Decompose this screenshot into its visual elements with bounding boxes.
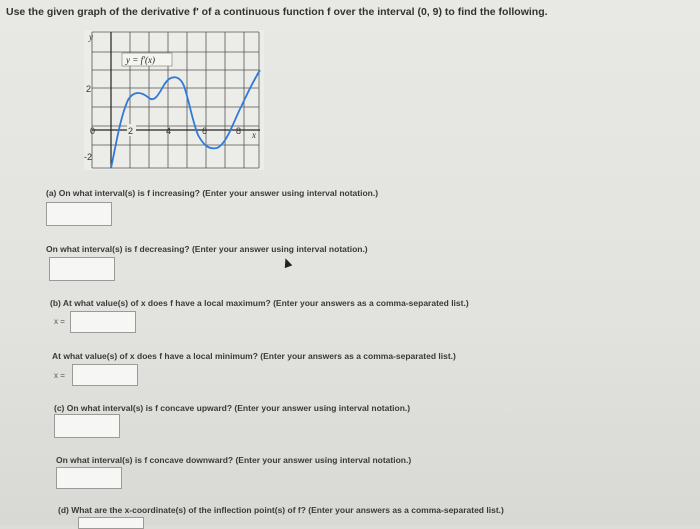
y-tick-0: 0 [90, 126, 96, 136]
x-tick-4: 4 [166, 126, 172, 136]
curve-label: y = f'(x) [126, 55, 155, 65]
x-equals-label-max: x = [54, 317, 65, 326]
answer-c-concave-up-input[interactable] [54, 414, 120, 438]
answer-a-decreasing-input[interactable] [49, 257, 115, 281]
question-c-concave-down: On what interval(s) is f concave downward? (Enter your answer using interval notation.) [56, 455, 412, 465]
x-tick-6: 6 [202, 126, 208, 136]
question-a-increasing: (a) On what interval(s) is f increasing? (Enter your answer using interval notation.) [46, 188, 379, 198]
mouse-cursor-icon [282, 257, 293, 268]
answer-c-concave-down-input[interactable] [56, 467, 122, 489]
derivative-graph [84, 30, 264, 170]
x-tick-8: 8 [236, 126, 242, 136]
x-tick-2: 2 [128, 126, 134, 136]
x-equals-label-min: x = [54, 371, 65, 380]
question-b-local-min: At what value(s) of x does f have a local minimum? (Enter your answers as a comma-separated list.) [52, 351, 456, 361]
y-tick-neg2: -2 [84, 152, 93, 162]
y-axis-label: y [89, 32, 93, 42]
answer-b-local-min-input[interactable] [72, 364, 138, 386]
question-c-concave-up: (c) On what interval(s) is f concave upward? (Enter your answer using interval notation.) [54, 403, 411, 413]
answer-d-inflection-input[interactable] [78, 517, 144, 529]
question-a-decreasing: On what interval(s) is f decreasing? (Enter your answer using interval notation.) [46, 244, 368, 254]
answer-a-increasing-input[interactable] [46, 202, 112, 226]
problem-prompt: Use the given graph of the derivative f' of a continuous function f over the interval (0, 9) to find the following. [6, 6, 548, 18]
question-b-local-max: (b) At what value(s) of x does f have a local maximum? (Enter your answers as a comma-separated list.) [50, 298, 469, 308]
y-tick-2: 2 [86, 84, 92, 94]
answer-b-local-max-input[interactable] [70, 311, 136, 333]
x-axis-label: x [252, 130, 256, 140]
question-d-inflection: (d) What are the x-coordinate(s) of the inflection point(s) of f? (Enter your answers as a comma-separated list.) [58, 505, 504, 515]
